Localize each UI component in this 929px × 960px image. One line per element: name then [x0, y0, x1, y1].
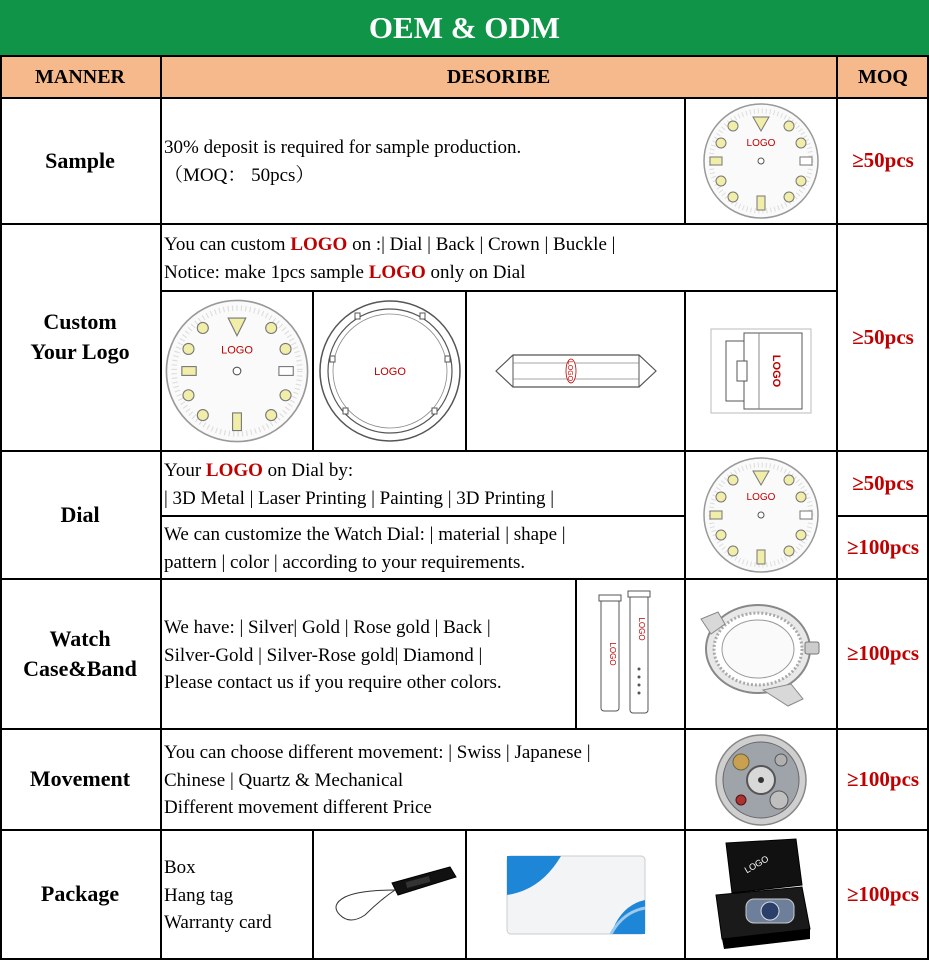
header-describe: DESORIBE	[161, 57, 836, 98]
package-description	[164, 854, 272, 937]
package-line-hang-tag: Hang tag	[164, 884, 234, 906]
caseback-logo-image	[314, 292, 465, 450]
caseback-logo-text: LOGO	[373, 366, 406, 378]
dial-image-sample	[686, 99, 836, 223]
dial-custom-line-1: We can customize the Watch Dial: | material | shape |	[164, 524, 566, 545]
moq-sample: ≥50pcs	[852, 148, 914, 172]
warranty-card-image	[467, 831, 684, 958]
movement-image	[686, 730, 836, 829]
band-logo-text-1: LOGO	[607, 642, 617, 666]
band-logo-text-2: LOGO	[636, 617, 646, 641]
dial-line-1-b: on Dial by:	[262, 460, 354, 481]
row-label-sample: Sample	[45, 147, 115, 173]
package-line-warranty: Warranty card	[164, 912, 272, 933]
dial-image-dial	[686, 452, 836, 578]
buckle-logo-text: LOGO	[770, 354, 782, 388]
row-label-dial: Dial	[60, 501, 100, 527]
dial-logo-image	[162, 292, 312, 450]
sample-line-2: （MOQ： 50pcs）	[164, 164, 315, 186]
crown-logo-text: LOGO	[565, 360, 573, 382]
dial-description-a	[164, 457, 554, 512]
movement-line-1: You can choose different movement: | Swiss | Japanese |	[164, 742, 591, 763]
movement-line-2: Chinese | Quartz & Mechanical	[164, 769, 404, 791]
moq-package: ≥100pcs	[846, 881, 920, 906]
hang-tag-image	[314, 831, 465, 958]
moq-case-band: ≥100pcs	[846, 641, 920, 665]
case-line-2: Silver-Gold | Silver-Rose gold| Diamond |	[164, 644, 483, 666]
dial-description-b	[164, 521, 566, 576]
buckle-logo-image	[686, 292, 836, 450]
dial-line-1-a: Your	[164, 460, 206, 481]
case-label-line-2: Case&Band	[23, 655, 137, 681]
custom-logo-word-1: LOGO	[290, 234, 348, 255]
band-image	[577, 580, 684, 728]
custom-label-line-1: Custom	[43, 309, 117, 334]
crown-logo-image	[467, 292, 684, 450]
row-label-movement: Movement	[29, 766, 131, 791]
movement-description	[164, 739, 591, 822]
dial-methods: | 3D Metal | Laser Printing | Painting | 3D Printing |	[164, 487, 555, 509]
row-label-package: Package	[40, 881, 120, 906]
moq-movement: ≥100pcs	[846, 766, 920, 791]
custom-label-line-2: Your Logo	[30, 339, 130, 364]
case-description	[164, 614, 502, 697]
row-label-custom-logo	[0, 224, 160, 450]
header-moq: MOQ	[837, 57, 929, 98]
custom-description	[164, 231, 615, 286]
moq-custom-logo: ≥50pcs	[852, 324, 914, 349]
box-logo-text: LOGO	[742, 853, 771, 875]
moq-dial-b: ≥100pcs	[846, 534, 920, 559]
case-label-line-1: Watch	[49, 625, 111, 651]
dial-logo-text: LOGO	[746, 138, 776, 149]
header-manner: MANNER	[0, 57, 160, 98]
page-title: OEM & ODM	[0, 0, 929, 55]
moq-dial-a: ≥50pcs	[852, 470, 914, 495]
package-line-box: Box	[164, 857, 196, 878]
sample-line-1: 30% deposit is required for sample production.	[164, 137, 522, 158]
custom-line-1-a: You can custom	[164, 234, 291, 255]
gift-box-image	[686, 831, 836, 958]
custom-line-2-b: only on Dial	[425, 261, 526, 283]
row-label-case-band	[0, 579, 160, 728]
case-line-1: We have: | Silver| Gold | Rose gold | Back |	[164, 617, 491, 638]
sample-description	[164, 134, 521, 189]
movement-line-3: Different movement different Price	[164, 797, 432, 818]
watch-case-image	[686, 580, 836, 728]
dial-logo-word: LOGO	[205, 460, 263, 481]
dial-logo-text: LOGO	[746, 492, 776, 503]
custom-line-2-a: Notice: make 1pcs sample	[164, 261, 369, 283]
dial-logo-text: LOGO	[221, 344, 253, 357]
custom-logo-word-2: LOGO	[368, 261, 426, 283]
dial-custom-line-2: pattern | color | according to your requirements.	[164, 551, 526, 573]
case-line-3: Please contact us if you require other colors.	[164, 672, 502, 693]
custom-line-1-b: on :| Dial | Back | Crown | Buckle |	[347, 234, 616, 255]
